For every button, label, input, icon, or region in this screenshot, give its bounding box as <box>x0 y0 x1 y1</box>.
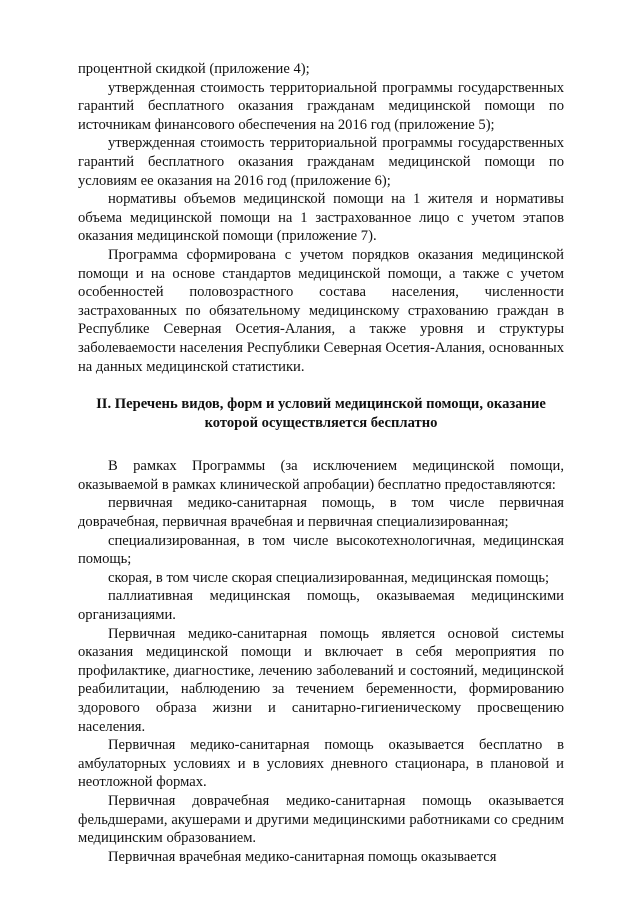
paragraph: скорая, в том числе скорая специализированная, медицинская помощь; <box>108 569 550 586</box>
paragraph: Первичная медико-санитарная помощь является основой системы оказания медицинской помощи и включает в себя мероприятия по профилактике, диагностике, лечению заболеваний и состояний, медицинской реабилитации, наблюдению за течением беременности, формированию здорового образа жизни и санитарно-гигиеническому просвещению населения. <box>78 625 564 735</box>
paragraph: процентной скидкой (приложение 4); <box>78 61 310 77</box>
paragraph: паллиативная медицинская помощь, оказываемая медицинскими организациями. <box>78 588 564 624</box>
paragraph: Первичная медико-санитарная помощь оказывается бесплатно в амбулаторных условиях и в условиях дневного стационара, в плановой и неотложной формах. <box>78 737 564 791</box>
paragraph: Первичная врачебная медико-санитарная помощь оказывается <box>108 848 497 865</box>
paragraph: специализированная, в том числе высокотехнологичная, медицинская помощь; <box>78 532 564 568</box>
paragraph: утвержденная стоимость территориальной программы государственных гарантий бесплатного оказания гражданам медицинской помощи по источникам финансового обеспечения на 2016 год (приложение 5); <box>78 79 564 133</box>
paragraph: утвержденная стоимость территориальной программы государственных гарантий бесплатного оказания гражданам медицинской помощи по условиям ее оказания на 2016 год (приложение 6); <box>78 135 564 189</box>
paragraph: первичная медико-санитарная помощь, в том числе первичная доврачебная, первичная врачебная и первичная специализированная; <box>78 495 564 531</box>
paragraph: нормативы объемов медицинской помощи на 1 жителя и нормативы объема медицинской помощи на 1 застрахованное лицо с учетом этапов оказания медицинской помощи (приложение 7). <box>78 191 564 245</box>
document-page <box>78 60 564 866</box>
paragraph: В рамках Программы (за исключением медицинской помощи, оказываемой в рамках клинической апробации) бесплатно предоставляются: <box>78 458 564 493</box>
paragraph: Первичная доврачебная медико-санитарная помощь оказывается фельдшерами, акушерами и другими медицинскими работниками со средним медицинским образованием. <box>78 792 564 847</box>
paragraph: Программа сформирована с учетом порядков оказания медицинской помощи и на основе стандартов медицинской помощи, а также с учетом особенностей половозрастного состава населения, численности застрахованных по обязательному медицинскому страхованию граждан в Республике Северная Осетия-Алания, а также уровня и структуры заболеваемости населения Республики Северная Осетия-Алания, основанных на данных медицинской статистики. <box>78 246 564 375</box>
section-heading: II. Перечень видов, форм и условий медицинской помощи, оказание которой осуществляется бесплатно <box>96 396 546 431</box>
